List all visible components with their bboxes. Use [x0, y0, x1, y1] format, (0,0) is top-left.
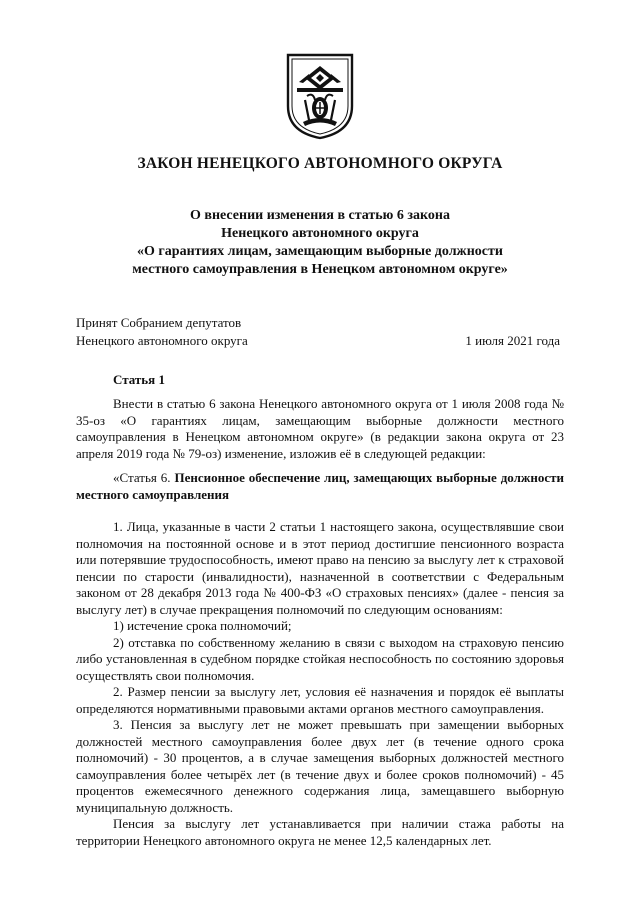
subtitle-line: О внесении изменения в статью 6 закона [190, 208, 450, 223]
subtitle-line: местного самоуправления в Ненецком автономном округе» [132, 262, 508, 277]
adopted-date: 1 июля 2021 года [465, 333, 560, 348]
article-6-prefix: «Статья 6. [113, 470, 175, 485]
adopted-by-line-2: Ненецкого автономного округа [76, 333, 248, 348]
paragraph: 1) истечение срока полномочий; [113, 618, 292, 633]
article-6-heading-block [76, 470, 564, 503]
article-6-heading: Пенсионное обеспечение лиц, замещающих выборные должности местного самоуправления [76, 470, 564, 502]
paragraph: 2) отставка по собственному желанию в связи с выходом на страховую пенсию либо установленная в судебном порядке стойкая неспособность по состоянию здоровья осуществлять свои полномочия. [76, 634, 564, 683]
amendment-paragraph [76, 396, 564, 462]
article-6-heading-paragraph [76, 470, 564, 503]
adopted-by-line-1: Принят Собранием депутатов [76, 315, 242, 330]
paragraph: 3. Пенсия за выслугу лет не может превышать при замещении выборных должностей местного самоуправления более двух лет (в течение одного срока полномочий) - 30 процентов, а в случае замещения выборных должностей местного самоуправления более четырёх лет (в течение двух и более сроков полномочий) - 45 процентов ежемесячного денежного содержания лица, замещавшего выборную муниципальную должность. [76, 717, 564, 815]
article-1-heading: Статья 1 [113, 372, 165, 387]
paragraph: Пенсия за выслугу лет устанавливается при наличии стажа работы на территории Ненецкого автономного округа не менее 12,5 календарных лет. [76, 816, 564, 848]
coat-of-arms-icon [285, 52, 355, 140]
article-6-body [76, 519, 564, 849]
paragraph: 2. Размер пенсии за выслугу лет, условия её назначения и порядок её выплаты определяются нормативными правовыми актами органов местного самоуправления. [76, 684, 564, 716]
amendment-text: Внести в статью 6 закона Ненецкого автономного округа от 1 июля 2008 года № 35-оз «О гарантиях лицам, замещающим выборные должности местного самоуправления в Ненецком автономном округе» (в редакции закона округа от 23 апреля 2019 года № 79-оз) изменение, изложив её в следующей редакции: [76, 396, 564, 461]
subtitle-line: Ненецкого автономного округа [221, 226, 419, 241]
paragraph: 1. Лица, указанные в части 2 статьи 1 настоящего закона, осуществлявшие свои полномочия на постоянной основе и в этот период достигшие пенсионного возраста или потерявшие трудоспособность, имеют право на пенсию за выслугу лет к страховой пенсии по старости (инвалидности), назначенной в соответствии с Федеральным законом от 28 декабря 2013 года № 400-ФЗ «О страховых пенсиях» (далее - пенсия за выслугу лет) в случае прекращения полномочий по следующим основаниям: [76, 519, 564, 617]
law-subtitle [60, 207, 580, 279]
law-title: ЗАКОН НЕНЕЦКОГО АВТОНОМНОГО ОКРУГА [137, 155, 503, 172]
subtitle-line: «О гарантиях лицам, замещающим выборные должности [137, 244, 503, 259]
